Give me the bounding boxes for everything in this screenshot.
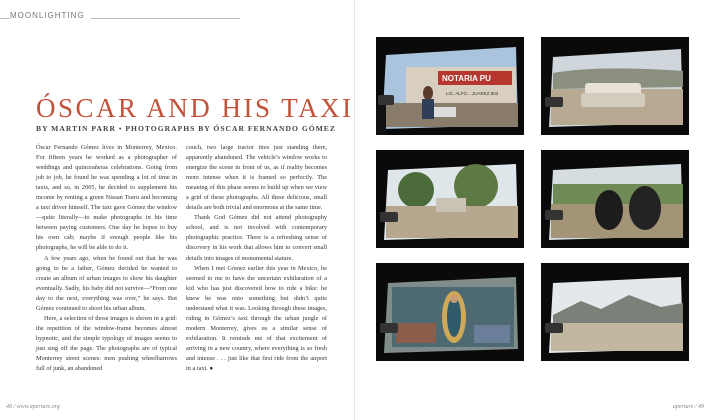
section-label: MOONLIGHTING xyxy=(10,11,91,20)
paragraph: Thank God Gómez did not attend photography school, and is not involved with contemporary photographic practice. There is a refreshing sense of discovery in his work that allows him to convert small details into images of monumental stature. xyxy=(186,214,327,262)
photo-virgin-mural xyxy=(376,263,524,361)
photo-wheelbarrow-man xyxy=(376,37,524,135)
paragraph: couch, two large tractor tires just standing there, apparently abandoned. The vehicle’s window works to energize the scene in front of us, as if reality becomes more intense when it is framed so perfectly. The meaning of this phase seems to build up when we view a grid of these photographs. All these delicious, small details are both trivial and enormous at the same time. xyxy=(186,144,327,212)
body-column-left xyxy=(36,143,177,374)
photo-mountains-field xyxy=(541,263,689,361)
paragraph: Óscar Fernando Gómez lives in Monterrey, Mexico. For fifteen years he worked as a photographer of weddings and quinceañeras celebrations. Going from job to job, he found he was spending a lot of time in taxis, and so, in 2005, he decided to supplement his income by renting a green Nissan Tsuru and becoming a taxi driver himself. The taxi gave Gómez the window—quite literally—to make photographs in his time between paying customers. One day he hopes to buy his own cab; maybe if enough people like his photographs, he will be able to do it. xyxy=(36,144,177,252)
paragraph: A few years ago, when he found out that he was going to be a father, Gómez decided he wanted to create an album of urban images to show his daughter eventually. Sadly, his baby did not survive—“From one day to the next, everything was over,” he says. But Gómez continued to shoot his urban album. xyxy=(36,254,177,312)
folio-left: 48 / www.aperture.org xyxy=(6,404,60,410)
article-byline: BY MARTIN PARR • PHOTOGRAPHS BY ÓSCAR FERNANDO GÓMEZ xyxy=(36,124,336,133)
body-column-right xyxy=(186,143,327,374)
photo-tractor-tires xyxy=(541,150,689,248)
paragraph: When I met Gómez earlier this year in Mexico, he seemed to me to have the uncertain exhilaration of a kid who has just discovered how to ride a bike: he knew he was onto something but didn’t quite understand what it was. Looking through these images, riding in Gómez’s taxi through the urban jungle of modern Monterrey, gives us a similar sense of exhilaration. It reminds me of that excitement of arriving in a new country, where everything is so fresh and intense . . . just like that first ride from the airport in a taxi. ● xyxy=(186,264,327,373)
section-header xyxy=(0,0,240,30)
sign-text: NOTARIA PU xyxy=(442,74,491,83)
svg-text:LIC. ALFO... JUAREZ 803: LIC. ALFO... JUAREZ 803 xyxy=(446,91,499,96)
page-gutter xyxy=(354,0,355,420)
folio-right: aperture / 49 xyxy=(672,404,704,410)
article-title: ÓSCAR AND HIS TAXI xyxy=(36,93,354,123)
photo-dirt-road-trees xyxy=(376,150,524,248)
paragraph: Here, a selection of those images is shown in a grid: the repetition of the window-frame becomes almost hypnotic, and the simple typology of images seems to just sing off the page. The photographs are of typical Monterrey street scenes: men pushing wheelbarrows full of junk, an abandoned xyxy=(36,314,177,373)
photo-abandoned-couch xyxy=(541,37,689,135)
